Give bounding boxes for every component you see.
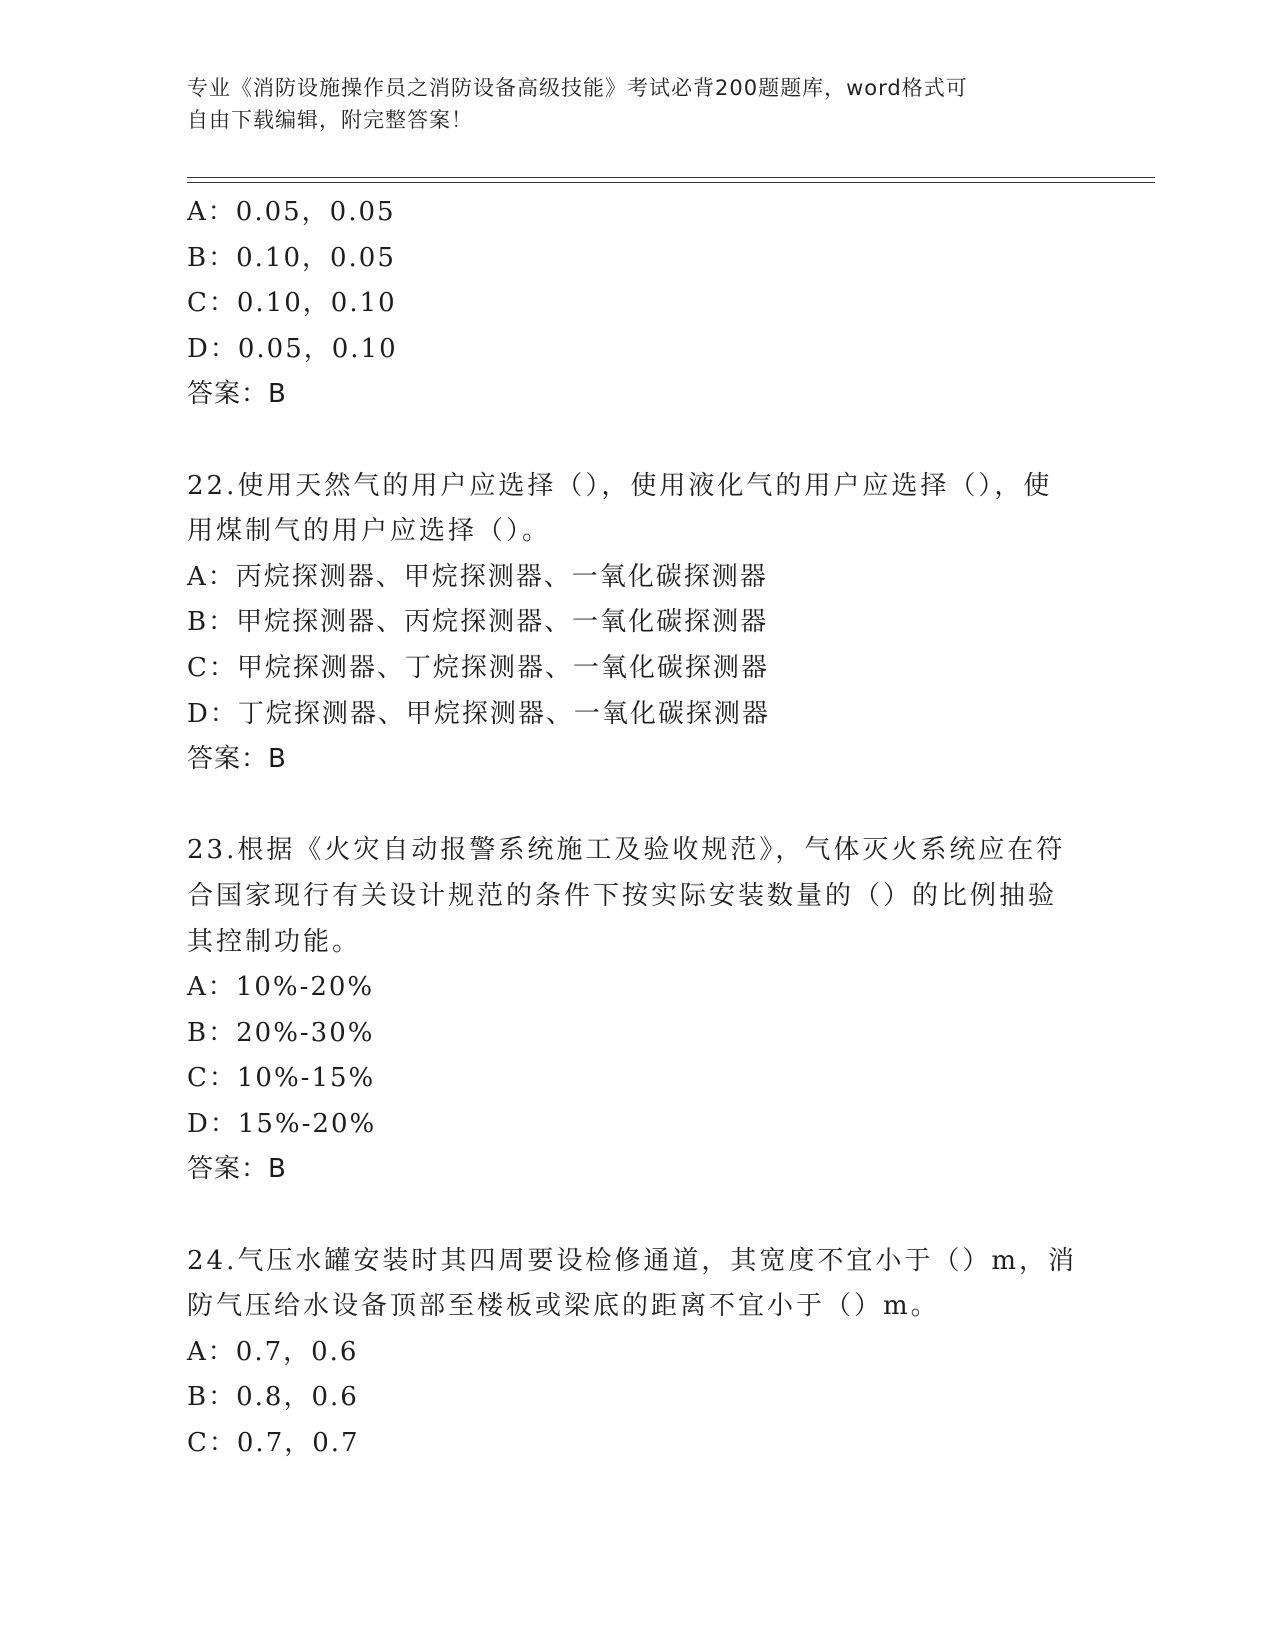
option-c: C：0.7，0.7 <box>187 1428 360 1459</box>
answer-line: 答案：B <box>187 744 287 775</box>
option-d: D：0.05，0.10 <box>187 333 398 364</box>
answer-line: 答案：B <box>187 1154 287 1185</box>
question-stem-line: 用煤制气的用户应选择（）。 <box>187 516 552 547</box>
option-b: B：0.10，0.05 <box>187 242 396 273</box>
header-rule-top <box>187 177 1155 178</box>
question-22-block <box>187 464 1087 783</box>
question-24-block <box>187 1239 1087 1467</box>
answer-line: 答案：B <box>187 379 287 410</box>
option-a: A：10%-20% <box>187 972 375 1003</box>
question-21-block <box>187 190 1087 418</box>
option-c: C：0.10，0.10 <box>187 288 397 319</box>
question-spacer <box>187 418 1087 464</box>
question-stem-line: 24.气压水罐安装时其四周要设检修通道，其宽度不宜小于（）m，消 <box>187 1245 1078 1276</box>
question-stem-line: 其控制功能。 <box>187 926 362 957</box>
question-spacer <box>187 1193 1087 1239</box>
option-a: A：0.7，0.6 <box>187 1336 359 1367</box>
header-line-2: 自由下载编辑，附完整答案！ <box>187 108 473 132</box>
option-d: D：15%-20% <box>187 1108 377 1139</box>
option-b: B：甲烷探测器、丙烷探测器、一氧化碳探测器 <box>187 607 769 638</box>
question-stem-line: 22.使用天然气的用户应选择（），使用液化气的用户应选择（），使 <box>187 470 1053 501</box>
option-b: B：0.8，0.6 <box>187 1382 359 1413</box>
question-stem-line: 防气压给水设备顶部至楼板或梁底的距离不宜小于（）m。 <box>187 1291 940 1322</box>
header-rule-bottom <box>187 182 1155 183</box>
option-c: C：10%-15% <box>187 1063 376 1094</box>
question-spacer <box>187 783 1087 829</box>
question-stem-line: 23.根据《火灾自动报警系统施工及验收规范》，气体灭火系统应在符 <box>187 835 1066 866</box>
option-b: B：20%-30% <box>187 1017 375 1048</box>
option-d: D：丁烷探测器、甲烷探测器、一氧化碳探测器 <box>187 698 770 729</box>
option-a: A：丙烷探测器、甲烷探测器、一氧化碳探测器 <box>187 561 768 592</box>
option-c: C：甲烷探测器、丁烷探测器、一氧化碳探测器 <box>187 652 769 683</box>
header-line-1: 专业《消防设施操作员之消防设备高级技能》考试必背200题题库，word格式可 <box>187 76 968 100</box>
option-a: A：0.05，0.05 <box>187 197 396 227</box>
document-header <box>187 72 1067 136</box>
question-content <box>187 190 1087 1467</box>
question-stem-line: 合国家现行有关设计规范的条件下按实际安装数量的（）的比例抽验 <box>187 880 1058 911</box>
question-23-block <box>187 828 1087 1193</box>
